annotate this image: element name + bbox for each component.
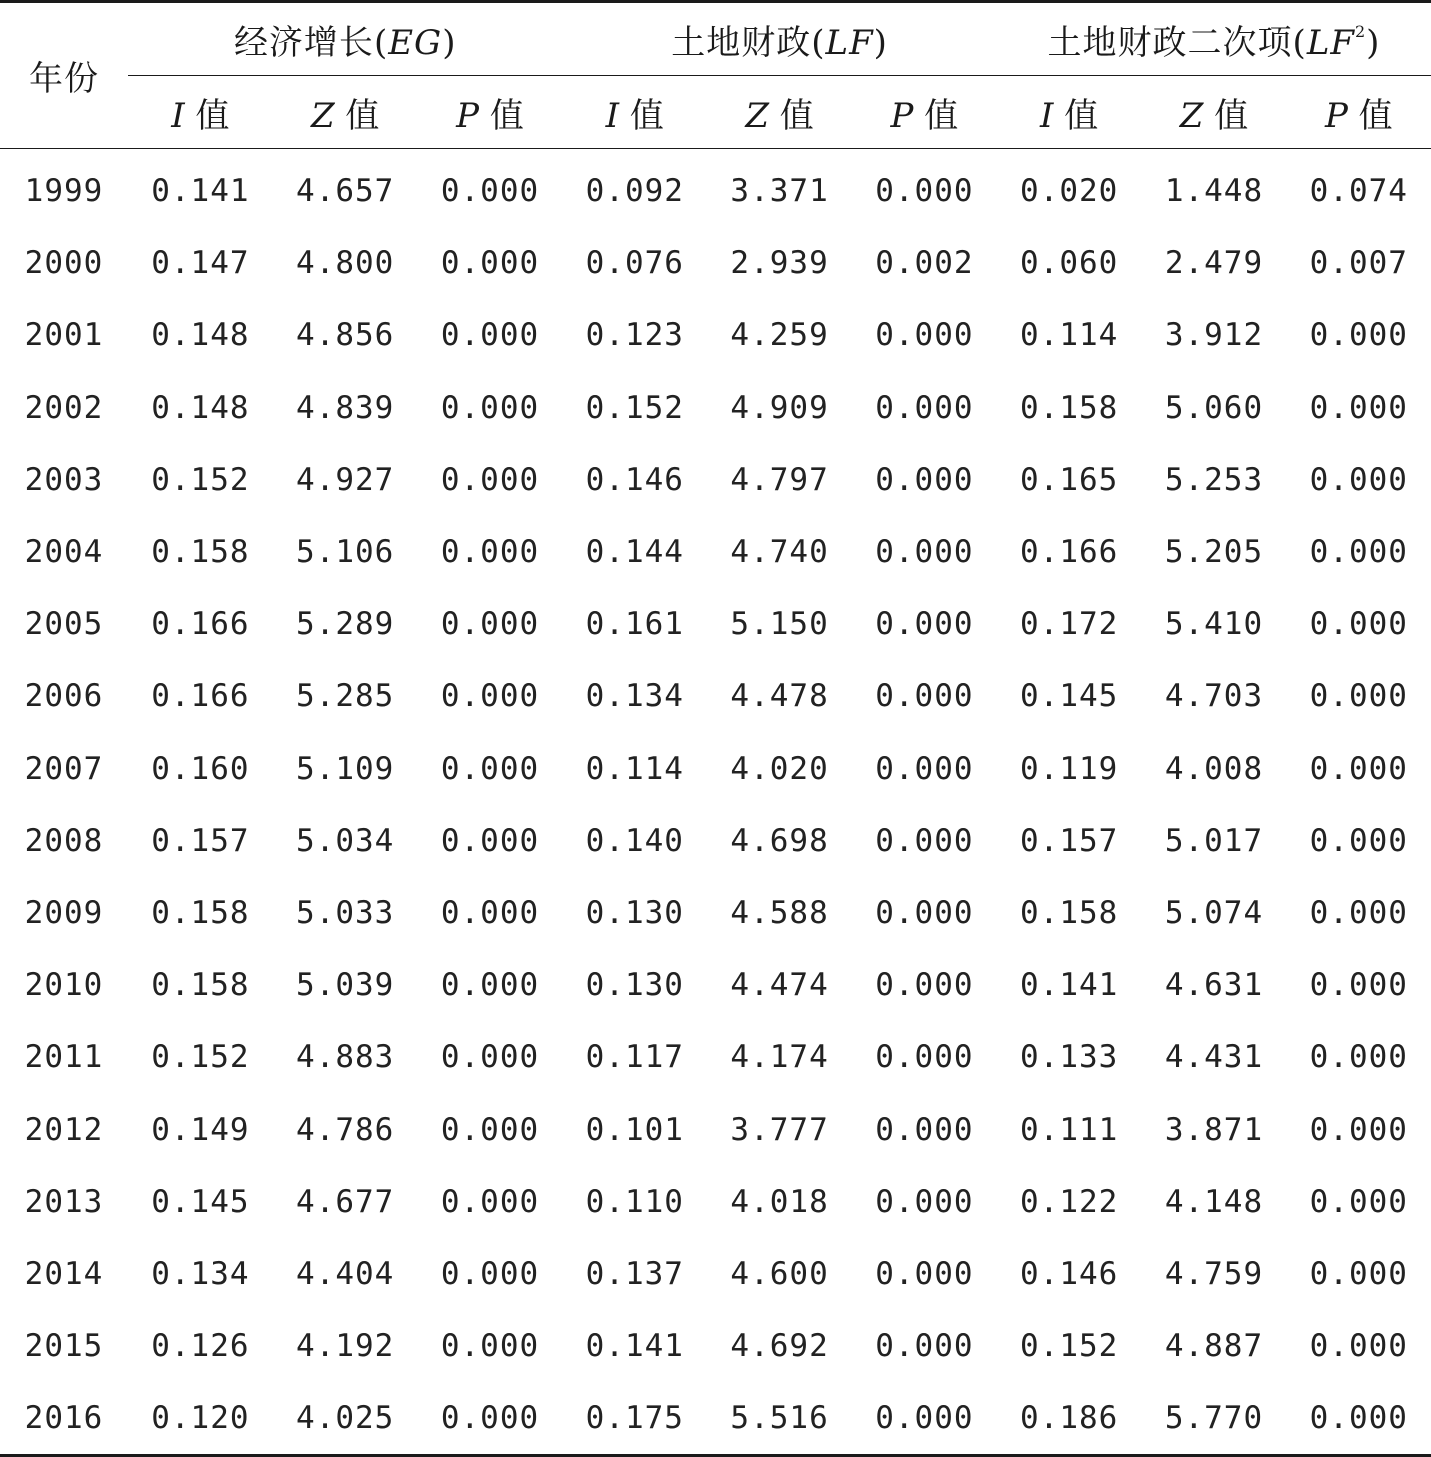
value-cell: 0.000	[440, 389, 540, 426]
table-row	[0, 877, 1431, 949]
subheader-z-value: Z 值	[273, 76, 418, 149]
value-cell: 0.152	[585, 389, 684, 426]
value-cell: 0.146	[585, 461, 684, 498]
year-column-header: 年份	[0, 2, 128, 149]
value-cell: 0.117	[585, 1039, 684, 1076]
value-cell: 0.152	[1020, 1328, 1119, 1365]
value-cell: 0.160	[151, 750, 250, 787]
value-cell: 5.205	[1164, 534, 1264, 571]
value-cell: 0.076	[585, 245, 684, 282]
year-cell: 2010	[24, 967, 104, 1004]
value-cell: 5.033	[296, 894, 395, 931]
value-cell: 0.146	[1020, 1255, 1119, 1292]
value-cell: 0.157	[1020, 822, 1119, 859]
value-cell: 0.000	[1309, 678, 1408, 715]
value-cell: 0.114	[585, 750, 684, 787]
value-cell: 0.000	[875, 967, 974, 1004]
value-cell: 0.158	[1020, 894, 1119, 931]
value-cell: 0.166	[151, 678, 250, 715]
value-cell: 0.000	[1309, 822, 1408, 859]
value-cell: 0.000	[440, 606, 540, 643]
value-cell: 4.025	[273, 1382, 418, 1456]
value-cell: 4.677	[296, 1183, 395, 1220]
value-cell: 0.000	[875, 822, 974, 859]
value-cell: 0.000	[1309, 1111, 1408, 1148]
value-cell: 5.109	[296, 750, 395, 787]
value-cell: 0.000	[875, 678, 974, 715]
year-cell: 2000	[24, 245, 104, 282]
table-row	[0, 227, 1431, 299]
value-cell: 0.111	[1020, 1111, 1119, 1148]
value-cell: 4.148	[1164, 1183, 1264, 1220]
value-cell: 4.008	[1164, 750, 1264, 787]
value-cell: 0.157	[151, 822, 250, 859]
value-cell: 3.371	[730, 173, 829, 210]
value-cell: 0.158	[151, 534, 250, 571]
value-cell: 0.000	[440, 967, 540, 1004]
value-cell: 0.000	[875, 1111, 974, 1148]
value-cell: 0.000	[440, 534, 540, 571]
value-cell: 0.000	[1309, 1328, 1408, 1365]
value-cell: 4.703	[1164, 678, 1264, 715]
value-cell: 5.074	[1164, 894, 1264, 931]
value-cell: 0.000	[1309, 967, 1408, 1004]
table-row	[0, 516, 1431, 588]
table-row	[0, 949, 1431, 1021]
value-cell: 5.285	[296, 678, 395, 715]
value-cell: 4.404	[296, 1255, 395, 1292]
value-cell: 5.150	[730, 606, 829, 643]
value-cell: 0.000	[440, 678, 540, 715]
value-cell: 0.186	[997, 1382, 1142, 1456]
value-cell: 4.883	[296, 1039, 395, 1076]
value-cell: 0.000	[1286, 1382, 1431, 1456]
value-cell: 0.000	[1309, 534, 1408, 571]
year-cell: 2016	[0, 1382, 128, 1456]
table-header	[0, 2, 1431, 149]
table-row	[0, 1021, 1431, 1093]
value-cell: 0.000	[875, 173, 974, 210]
value-cell: 0.140	[585, 822, 684, 859]
value-cell: 0.020	[1020, 173, 1119, 210]
value-cell: 0.000	[875, 461, 974, 498]
year-cell: 2008	[24, 822, 104, 859]
value-cell: 0.000	[440, 245, 540, 282]
value-cell: 4.478	[730, 678, 829, 715]
value-cell: 5.039	[296, 967, 395, 1004]
value-cell: 4.600	[730, 1255, 829, 1292]
value-cell: 0.000	[440, 1183, 540, 1220]
value-cell: 4.856	[296, 317, 395, 354]
year-cell: 2011	[24, 1039, 104, 1076]
value-cell: 0.000	[875, 1039, 974, 1076]
value-cell: 0.130	[585, 967, 684, 1004]
table-row	[0, 1093, 1431, 1165]
year-cell: 2006	[24, 678, 104, 715]
value-cell: 0.000	[440, 894, 540, 931]
value-cell: 0.141	[151, 173, 250, 210]
value-cell: 4.631	[1164, 967, 1264, 1004]
value-cell: 0.000	[440, 750, 540, 787]
value-cell: 0.000	[875, 1255, 974, 1292]
year-cell: 2001	[24, 317, 104, 354]
year-cell: 2005	[24, 606, 104, 643]
value-cell: 0.144	[585, 534, 684, 571]
value-cell: 0.000	[1309, 1039, 1408, 1076]
subheader-z-value: Z 值	[1142, 76, 1287, 149]
value-cell: 0.137	[585, 1255, 684, 1292]
value-cell: 3.912	[1164, 317, 1264, 354]
value-cell: 0.000	[440, 461, 540, 498]
table-row	[0, 444, 1431, 516]
value-cell: 0.161	[585, 606, 684, 643]
table-row	[0, 1382, 1431, 1456]
value-cell: 0.000	[875, 606, 974, 643]
value-cell: 3.777	[730, 1111, 829, 1148]
table-row	[0, 588, 1431, 660]
group-header-eg: 经济增长(EG)	[128, 2, 562, 76]
value-cell: 4.192	[296, 1328, 395, 1365]
group-header-lf2: 土地财政二次项$(LF^2)$	[997, 2, 1431, 76]
value-cell: 0.000	[1309, 750, 1408, 787]
value-cell: 0.000	[852, 1382, 997, 1456]
value-cell: 4.887	[1164, 1328, 1264, 1365]
value-cell: 0.000	[440, 1039, 540, 1076]
value-cell: 5.106	[296, 534, 395, 571]
value-cell: 0.172	[1020, 606, 1119, 643]
value-cell: 0.000	[1309, 389, 1408, 426]
year-cell: 2015	[24, 1328, 104, 1365]
value-cell: 0.000	[875, 1183, 974, 1220]
value-cell: 5.017	[1164, 822, 1264, 859]
value-cell: 4.740	[730, 534, 829, 571]
value-cell: 0.149	[151, 1111, 250, 1148]
value-cell: 1.448	[1164, 173, 1264, 210]
subheader-p-value: P 值	[852, 76, 997, 149]
value-cell: 4.909	[730, 389, 829, 426]
value-cell: 0.145	[151, 1183, 250, 1220]
value-cell: 0.092	[585, 173, 684, 210]
table-row	[0, 1166, 1431, 1238]
year-cell: 2013	[24, 1183, 104, 1220]
value-cell: 0.101	[585, 1111, 684, 1148]
value-cell: 0.074	[1309, 173, 1408, 210]
year-cell: 2009	[24, 894, 104, 931]
value-cell: 4.797	[730, 461, 829, 498]
value-cell: 0.134	[585, 678, 684, 715]
year-cell: 2007	[24, 750, 104, 787]
value-cell: 0.000	[1309, 317, 1408, 354]
value-cell: 4.927	[296, 461, 395, 498]
value-cell: 4.259	[730, 317, 829, 354]
value-cell: 0.165	[1020, 461, 1119, 498]
value-cell: 0.000	[1309, 894, 1408, 931]
subheader-row	[0, 76, 1431, 149]
value-cell: 0.000	[1309, 461, 1408, 498]
value-cell: 0.130	[585, 894, 684, 931]
value-cell: 0.000	[1309, 606, 1408, 643]
value-cell: 2.479	[1164, 245, 1264, 282]
value-cell: 0.148	[151, 389, 250, 426]
year-cell: 2014	[24, 1255, 104, 1292]
group-header-lf: 土地财政(LF)	[562, 2, 996, 76]
table-row	[0, 1310, 1431, 1382]
value-cell: 4.698	[730, 822, 829, 859]
value-cell: 0.148	[151, 317, 250, 354]
value-cell: 0.158	[1020, 389, 1119, 426]
subheader-i-value: I 值	[562, 76, 707, 149]
value-cell: 4.018	[730, 1183, 829, 1220]
value-cell: 0.000	[440, 317, 540, 354]
value-cell: 0.122	[1020, 1183, 1119, 1220]
value-cell: 0.002	[875, 245, 974, 282]
table-row	[0, 733, 1431, 805]
value-cell: 5.253	[1164, 461, 1264, 498]
subheader-z-value: Z 值	[707, 76, 852, 149]
subheader-p-value: P 值	[1286, 76, 1431, 149]
year-cell: 2004	[24, 534, 104, 571]
value-cell: 4.786	[296, 1111, 395, 1148]
value-cell: 0.158	[151, 967, 250, 1004]
value-cell: 4.474	[730, 967, 829, 1004]
value-cell: 0.000	[440, 1111, 540, 1148]
value-cell: 0.000	[440, 1328, 540, 1365]
value-cell: 0.114	[1020, 317, 1119, 354]
value-cell: 0.000	[875, 534, 974, 571]
value-cell: 0.000	[875, 389, 974, 426]
value-cell: 4.759	[1164, 1255, 1264, 1292]
year-cell: 2002	[24, 389, 104, 426]
value-cell: 0.060	[1020, 245, 1119, 282]
table-row	[0, 660, 1431, 732]
value-cell: 2.939	[730, 245, 829, 282]
table-body	[0, 149, 1431, 1456]
value-cell: 0.000	[875, 750, 974, 787]
value-cell: 5.410	[1164, 606, 1264, 643]
table-row	[0, 149, 1431, 228]
value-cell: 0.152	[151, 461, 250, 498]
value-cell: 0.134	[151, 1255, 250, 1292]
subheader-i-value: I 值	[128, 76, 273, 149]
value-cell: 3.871	[1164, 1111, 1264, 1148]
value-cell: 0.000	[1309, 1183, 1408, 1220]
value-cell: 4.174	[730, 1039, 829, 1076]
value-cell: 4.800	[296, 245, 395, 282]
value-cell: 0.166	[151, 606, 250, 643]
value-cell: 5.034	[296, 822, 395, 859]
value-cell: 0.119	[1020, 750, 1119, 787]
table-row	[0, 1238, 1431, 1310]
value-cell: 4.692	[730, 1328, 829, 1365]
value-cell: 0.141	[1020, 967, 1119, 1004]
value-cell: 0.000	[418, 1382, 563, 1456]
subheader-i-value: I 值	[997, 76, 1142, 149]
value-cell: 0.120	[128, 1382, 273, 1456]
table-row	[0, 299, 1431, 371]
value-cell: 4.431	[1164, 1039, 1264, 1076]
value-cell: 0.152	[151, 1039, 250, 1076]
subheader-p-value: P 值	[418, 76, 563, 149]
year-cell: 1999	[24, 173, 104, 210]
value-cell: 0.000	[875, 317, 974, 354]
value-cell: 0.145	[1020, 678, 1119, 715]
value-cell: 4.020	[730, 750, 829, 787]
value-cell: 5.289	[296, 606, 395, 643]
value-cell: 5.770	[1142, 1382, 1287, 1456]
table-row	[0, 372, 1431, 444]
value-cell: 0.123	[585, 317, 684, 354]
year-cell: 2012	[24, 1111, 104, 1148]
value-cell: 0.158	[151, 894, 250, 931]
value-cell: 0.133	[1020, 1039, 1119, 1076]
value-cell: 0.000	[875, 894, 974, 931]
value-cell: 0.166	[1020, 534, 1119, 571]
value-cell: 0.000	[440, 173, 540, 210]
value-cell: 4.657	[296, 173, 395, 210]
value-cell: 0.147	[151, 245, 250, 282]
value-cell: 0.000	[1309, 1255, 1408, 1292]
value-cell: 4.588	[730, 894, 829, 931]
value-cell: 0.126	[151, 1328, 250, 1365]
value-cell: 5.516	[707, 1382, 852, 1456]
value-cell: 0.110	[585, 1183, 684, 1220]
value-cell: 0.141	[585, 1328, 684, 1365]
value-cell: 0.000	[440, 822, 540, 859]
value-cell: 4.839	[296, 389, 395, 426]
value-cell: 0.000	[440, 1255, 540, 1292]
year-cell: 2003	[24, 461, 104, 498]
value-cell: 0.007	[1309, 245, 1408, 282]
value-cell: 0.175	[562, 1382, 707, 1456]
value-cell: 0.000	[875, 1328, 974, 1365]
table-row	[0, 805, 1431, 877]
value-cell: 5.060	[1164, 389, 1264, 426]
